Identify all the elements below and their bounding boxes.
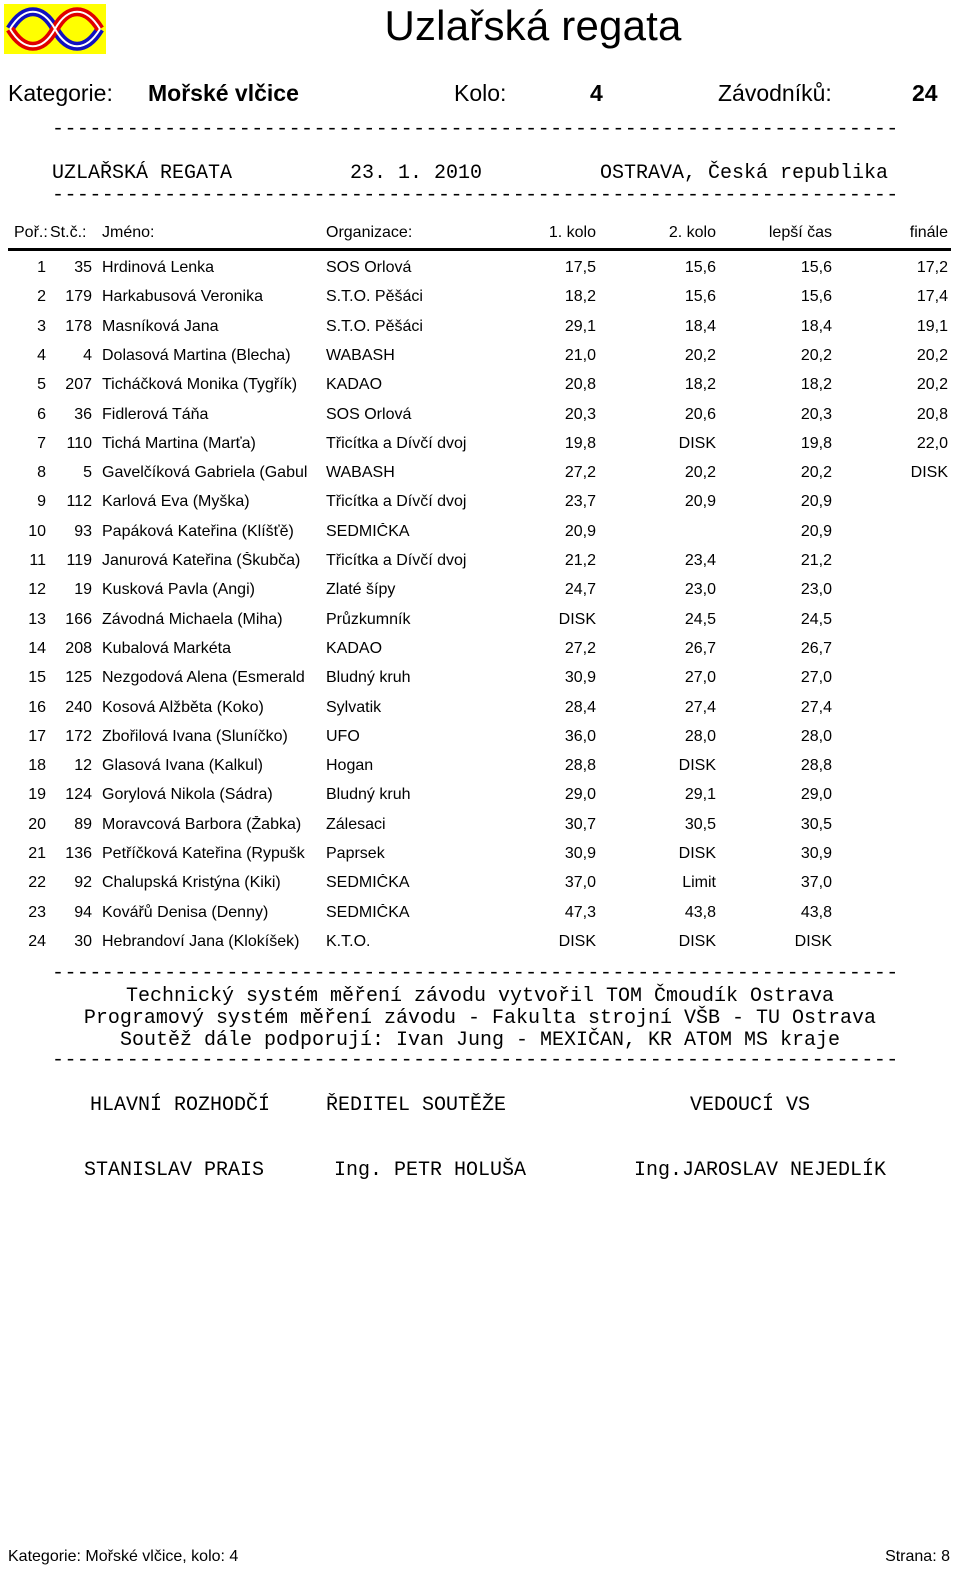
cell-round1: 21,2 <box>564 552 596 569</box>
cell-position: 2 <box>37 288 46 306</box>
cell-start-number: 112 <box>66 493 92 511</box>
cell-start-number: 124 <box>65 786 92 804</box>
cell-organization: Průzkumník <box>326 610 411 628</box>
cell-best-time: 24,5 <box>800 610 832 628</box>
cell-organization: Hogan <box>326 757 374 775</box>
cell-round2: 18,4 <box>684 317 716 335</box>
cell-start-number: 207 <box>65 376 92 394</box>
cell-name: Ticháčková Monika (Tygřík) <box>102 376 298 394</box>
cell-best-time: 21,2 <box>800 552 832 569</box>
cell-best-time: 27,4 <box>800 698 832 716</box>
cell-organization: SOS Orlová <box>326 259 412 276</box>
page-title: Uzlařská regata <box>384 2 682 49</box>
cell-name: Kosová Alžběta (Koko) <box>102 698 264 716</box>
cell-round2: 27,4 <box>684 698 716 716</box>
col-header-best-time: lepší čas <box>768 224 832 241</box>
cell-organization: Bludný kruh <box>326 669 411 687</box>
cell-final: DISK <box>910 464 948 482</box>
cell-best-time: 43,8 <box>800 903 832 921</box>
table-row <box>0 786 960 815</box>
cell-position: 8 <box>37 464 46 482</box>
cell-start-number: 179 <box>65 288 92 306</box>
cell-name: Zbořilová Ivana (Sluníčko) <box>102 727 288 745</box>
signature-role-director: ŘEDITEL SOUTĚŽE <box>326 1094 507 1117</box>
cell-round2: 23,4 <box>684 552 716 569</box>
signature-role-chief-referee: HLAVNÍ ROZHODČÍ <box>90 1094 271 1117</box>
table-row <box>0 523 960 552</box>
cell-round2: 20,2 <box>684 346 716 364</box>
cell-best-time: 23,0 <box>800 581 832 599</box>
cell-start-number: 119 <box>66 552 92 569</box>
cell-best-time: 15,6 <box>800 288 832 306</box>
dash-line: -------------------------------------------------------------------- <box>52 1049 899 1072</box>
table-row <box>0 611 960 640</box>
footer-category: Kategorie: Mořské vlčice, kolo: 4 <box>8 1548 239 1565</box>
cell-name: Kusková Pavla (Angi) <box>102 581 255 599</box>
credits-line-2: Programový systém měření závodu - Fakulta strojní VŠB - TU Ostrava <box>83 1007 877 1030</box>
cell-round2: DISK <box>678 434 716 452</box>
cell-organization: Zlaté šípy <box>326 581 396 599</box>
cell-round1: 18,2 <box>564 288 596 306</box>
cell-start-number: 19 <box>74 581 92 599</box>
cell-round2: 15,6 <box>684 259 716 276</box>
cell-best-time: 30,9 <box>800 845 832 862</box>
cell-organization: KADAO <box>326 376 383 394</box>
cell-organization: Paprsek <box>326 845 385 862</box>
cell-position: 17 <box>28 727 46 745</box>
cell-position: 21 <box>28 845 46 862</box>
table-row <box>0 318 960 347</box>
cell-round2: 20,9 <box>684 493 716 511</box>
cell-position: 24 <box>28 932 46 950</box>
cell-position: 16 <box>28 698 46 716</box>
cell-organization: Sylvatik <box>326 698 382 716</box>
cell-organization: K.T.O. <box>326 932 371 950</box>
cell-best-time: 19,8 <box>800 434 832 452</box>
cell-round2: 23,0 <box>684 581 716 599</box>
col-header-name: Jméno: <box>102 224 155 241</box>
cell-name: Dolasová Martina (Blecha) <box>102 346 291 364</box>
cell-round1: 19,8 <box>564 434 596 452</box>
cell-name: Fidlerová Táňa <box>102 405 209 423</box>
cell-best-time: 30,5 <box>800 815 832 833</box>
cell-round2: 24,5 <box>684 610 716 628</box>
cell-name: Závodná Michaela (Miha) <box>102 610 283 628</box>
table-row <box>0 464 960 493</box>
dash-line: -------------------------------------------------------------------- <box>52 184 899 207</box>
cell-position: 12 <box>28 581 46 599</box>
competitors-value: 24 <box>912 80 938 106</box>
col-header-position: Poř.: <box>14 224 48 241</box>
cell-round2: 43,8 <box>684 903 716 921</box>
cell-organization: WABASH <box>326 464 395 482</box>
cell-organization: S.T.O. Pěšáci <box>326 317 423 335</box>
table-row <box>0 347 960 376</box>
cell-round1: 23,7 <box>564 493 596 511</box>
cell-round2: 18,2 <box>684 376 716 394</box>
cell-final: 17,2 <box>916 259 948 276</box>
cell-start-number: 240 <box>65 698 92 716</box>
round-value: 4 <box>590 80 603 106</box>
cell-position: 18 <box>28 757 46 775</box>
cell-start-number: 36 <box>74 405 92 423</box>
cell-position: 23 <box>28 903 46 921</box>
cell-name: Tichá Martina (Marťa) <box>102 434 256 452</box>
cell-round1: 21,0 <box>564 346 596 364</box>
cell-name: Papáková Kateřina (Klíšťě) <box>102 522 294 540</box>
table-row <box>0 728 960 757</box>
signature-role-head: VEDOUCÍ VS <box>690 1094 811 1117</box>
table-row <box>0 581 960 610</box>
cell-position: 22 <box>28 874 46 892</box>
table-row <box>0 406 960 435</box>
cell-round2: 27,0 <box>684 669 716 687</box>
cell-round1: 30,9 <box>564 845 596 862</box>
cell-position: 13 <box>28 610 46 628</box>
cell-round1: 20,3 <box>564 405 596 423</box>
cell-start-number: 5 <box>83 464 92 482</box>
cell-round2: 20,6 <box>684 405 716 423</box>
cell-start-number: 35 <box>74 259 92 276</box>
table-row <box>0 757 960 786</box>
cell-best-time: 15,6 <box>800 259 832 276</box>
footer-page-number: Strana: 8 <box>885 1548 950 1565</box>
cell-round1: 28,8 <box>564 757 596 775</box>
competitors-label: Závodníků: <box>718 80 832 106</box>
event-place: OSTRAVA, Česká republika <box>600 162 889 185</box>
signature-name-3: Ing.JAROSLAV NEJEDLÍK <box>634 1159 887 1182</box>
dash-line: -------------------------------------------------------------------- <box>52 962 899 985</box>
cell-best-time: 20,9 <box>800 493 832 511</box>
cell-round1: 20,9 <box>564 522 596 540</box>
event-name: UZLAŘSKÁ REGATA <box>52 162 233 185</box>
cell-position: 9 <box>37 493 46 511</box>
cell-best-time: 20,9 <box>800 522 832 540</box>
cell-best-time: 26,7 <box>800 639 832 657</box>
table-row <box>0 288 960 317</box>
cell-best-time: 20,3 <box>800 405 832 423</box>
cell-start-number: 172 <box>65 727 92 745</box>
cell-best-time: 28,8 <box>800 757 832 775</box>
cell-organization: WABASH <box>326 346 395 364</box>
table-row <box>0 669 960 698</box>
col-header-organization: Organizace: <box>326 224 413 241</box>
cell-round2: 15,6 <box>684 288 716 306</box>
cell-round1: 24,7 <box>564 581 596 599</box>
cell-start-number: 92 <box>74 874 92 892</box>
category-label: Kategorie: <box>8 80 113 106</box>
cell-organization: UFO <box>326 727 360 745</box>
cell-name: Gavelčíková Gabriela (Gabul <box>102 464 308 482</box>
cell-start-number: 178 <box>65 317 92 335</box>
dash-line: -------------------------------------------------------------------- <box>52 118 899 141</box>
cell-round2: Limit <box>682 874 716 892</box>
table-row <box>0 376 960 405</box>
table-row <box>0 640 960 669</box>
cell-round2: 28,0 <box>684 727 716 745</box>
category-value: Mořské vlčice <box>148 80 299 106</box>
cell-round2: 30,5 <box>684 815 716 833</box>
table-row <box>0 845 960 874</box>
cell-position: 1 <box>37 259 46 276</box>
cell-start-number: 89 <box>74 815 92 833</box>
col-header-round2: 2. kolo <box>668 224 716 241</box>
credits-line-3: Soutěž dále podporují: Ivan Jung - MEXIČAN, KR ATOM MS kraje <box>119 1029 841 1052</box>
cell-round1: 47,3 <box>564 903 596 921</box>
cell-start-number: 12 <box>74 757 92 775</box>
cell-round1: 27,2 <box>564 464 596 482</box>
cell-position: 14 <box>28 639 46 657</box>
cell-round1: 30,9 <box>564 669 596 687</box>
credits-line-1: Technický systém měření závodu vytvořil TOM Čmoudík Ostrava <box>125 985 835 1008</box>
event-date: 23. 1. 2010 <box>350 162 483 185</box>
cell-best-time: 18,2 <box>800 376 832 394</box>
table-row <box>0 816 960 845</box>
header-rule <box>8 248 951 251</box>
cell-organization: S.T.O. Pěšáci <box>326 288 423 306</box>
cell-round1: DISK <box>558 932 596 950</box>
round-label: Kolo: <box>454 80 507 106</box>
cell-start-number: 94 <box>74 903 92 921</box>
cell-best-time: 37,0 <box>800 874 832 892</box>
cell-organization: Třicítka a Dívčí dvoj <box>326 493 467 511</box>
cell-final: 17,4 <box>916 288 948 306</box>
cell-name: Glasová Ivana (Kalkul) <box>102 757 263 775</box>
cell-organization: SEDMIČKA <box>326 522 410 540</box>
cell-position: 10 <box>28 522 46 540</box>
signature-name-1: STANISLAV PRAIS <box>84 1159 265 1182</box>
table-row <box>0 699 960 728</box>
cell-round1: 29,1 <box>564 317 596 335</box>
cell-position: 11 <box>29 552 46 569</box>
table-row <box>0 435 960 464</box>
cell-name: Kubalová Markéta <box>102 639 231 657</box>
cell-start-number: 125 <box>65 669 92 687</box>
cell-name: Masníková Jana <box>102 317 219 335</box>
cell-name: Janurová Kateřina (Škubča) <box>102 552 301 569</box>
col-header-start-number: St.č.: <box>50 224 87 241</box>
cell-position: 20 <box>28 815 46 833</box>
cell-round2: DISK <box>678 757 716 775</box>
cell-round1: 30,7 <box>564 815 596 833</box>
cell-name: Harkabusová Veronika <box>102 288 263 306</box>
cell-best-time: 20,2 <box>800 464 832 482</box>
cell-organization: Bludný kruh <box>326 786 411 804</box>
cell-name: Petříčková Kateřina (Rypušk <box>102 845 305 862</box>
cell-start-number: 4 <box>83 346 92 364</box>
table-row <box>0 933 960 962</box>
cell-best-time: 20,2 <box>800 346 832 364</box>
cell-start-number: 93 <box>74 522 92 540</box>
cell-round2: 26,7 <box>684 639 716 657</box>
cell-final: 20,8 <box>916 405 948 423</box>
cell-position: 6 <box>37 405 46 423</box>
cell-round1: DISK <box>558 610 596 628</box>
cell-position: 3 <box>37 317 46 335</box>
cell-name: Gorylová Nikola (Sádra) <box>102 786 273 804</box>
cell-organization: SEDMIČKA <box>326 903 410 921</box>
cell-position: 5 <box>37 376 46 394</box>
cell-organization: Zálesaci <box>326 815 386 833</box>
cell-round2: 20,2 <box>684 464 716 482</box>
cell-round1: 27,2 <box>564 639 596 657</box>
cell-best-time: DISK <box>794 932 832 950</box>
cell-round1: 17,5 <box>564 259 596 276</box>
cell-round2: DISK <box>678 845 716 862</box>
cell-name: Karlová Eva (Myška) <box>102 493 250 511</box>
cell-final: 20,2 <box>916 376 948 394</box>
cell-round2: 29,1 <box>684 786 716 804</box>
cell-best-time: 28,0 <box>800 727 832 745</box>
cell-organization: Třicítka a Dívčí dvoj <box>326 434 467 452</box>
cell-round1: 37,0 <box>564 874 596 892</box>
signature-name-2: Ing. PETR HOLUŠA <box>334 1159 527 1182</box>
cell-position: 4 <box>37 346 46 364</box>
cell-final: 22,0 <box>916 434 948 452</box>
cell-name: Hebrandoví Jana (Klokíšek) <box>102 932 300 950</box>
table-row <box>0 259 960 288</box>
cell-start-number: 166 <box>65 610 92 628</box>
cell-best-time: 27,0 <box>800 669 832 687</box>
cell-round1: 20,8 <box>564 376 596 394</box>
table-row <box>0 493 960 522</box>
col-header-final: finále <box>909 224 948 241</box>
cell-start-number: 30 <box>74 932 92 950</box>
cell-name: Kovářů Denisa (Denny) <box>102 903 269 921</box>
cell-best-time: 18,4 <box>800 317 832 335</box>
cell-start-number: 110 <box>66 434 92 452</box>
cell-name: Moravcová Barbora (Žabka) <box>102 815 302 833</box>
cell-name: Nezgodová Alena (Esmerald <box>102 669 305 687</box>
table-row <box>0 552 960 581</box>
cell-position: 7 <box>37 434 46 452</box>
cell-position: 19 <box>28 786 46 804</box>
cell-final: 19,1 <box>916 317 948 335</box>
cell-name: Hrdinová Lenka <box>102 259 215 276</box>
cell-round1: 28,4 <box>564 698 596 716</box>
cell-organization: KADAO <box>326 639 383 657</box>
cell-best-time: 29,0 <box>800 786 832 804</box>
table-row <box>0 904 960 933</box>
cell-organization: SEDMIČKA <box>326 874 410 892</box>
cell-final: 20,2 <box>916 346 948 364</box>
cell-round2: DISK <box>678 932 716 950</box>
cell-start-number: 136 <box>65 845 92 862</box>
cell-round1: 29,0 <box>564 786 596 804</box>
cell-start-number: 208 <box>65 639 92 657</box>
cell-position: 15 <box>28 669 46 687</box>
col-header-round1: 1. kolo <box>548 224 596 241</box>
cell-organization: SOS Orlová <box>326 405 412 423</box>
table-row <box>0 874 960 903</box>
cell-name: Chalupská Kristýna (Kiki) <box>102 874 281 892</box>
cell-organization: Třicítka a Dívčí dvoj <box>326 552 467 569</box>
cell-round1: 36,0 <box>564 727 596 745</box>
